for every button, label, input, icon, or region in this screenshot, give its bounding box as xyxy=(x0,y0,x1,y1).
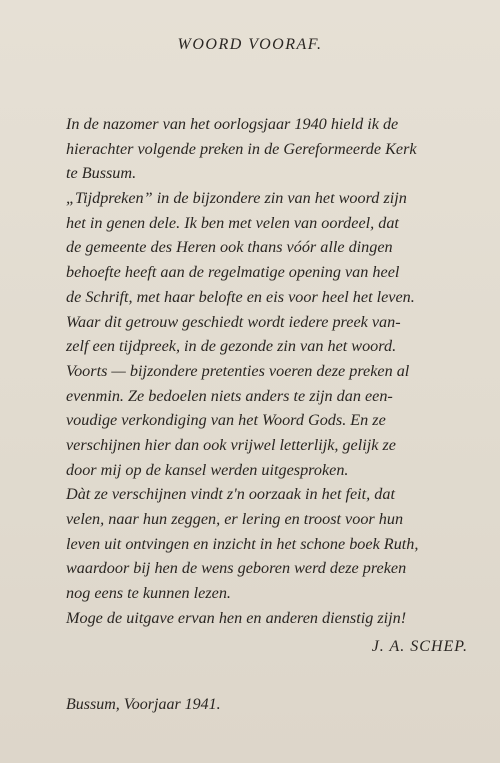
body-line: te Bussum. xyxy=(66,164,137,183)
body-line: waardoor bij hen de wens geboren werd deze preken xyxy=(66,559,407,578)
body-line: door mij op de kansel werden uitgesproken. xyxy=(66,460,349,479)
body-line: In de nazomer van het oorlogsjaar 1940 hield ik de xyxy=(66,115,399,133)
body-line: Voorts — bijzondere pretenties voeren deze preken al xyxy=(66,361,410,380)
author-signature: J. A. SCHEP. xyxy=(371,638,468,655)
body-line: verschijnen hier dan ook vrijwel letterlijk, gelijk ze xyxy=(66,435,396,454)
body-line: het in genen dele. Ik ben met velen van oordeel, dat xyxy=(66,213,399,232)
body-line: voudige verkondiging van het Woord Gods. En ze xyxy=(66,411,386,430)
body-line: velen, naar hun zeggen, er lering en troost voor hun xyxy=(66,510,404,528)
body-line: zelf een tijdpreek, in de gezonde zin van het woord. xyxy=(66,337,397,356)
body-line: hierachter volgende preken in de Gereformeerde Kerk xyxy=(66,139,417,158)
body-line: de Schrift, met haar belofte en eis voor heel het leven. xyxy=(66,287,415,306)
foreword-body xyxy=(66,112,476,630)
body-line: Dàt ze verschijnen vindt z'n oorzaak in het feit, dat xyxy=(66,485,395,504)
body-line: Waar dit getrouw geschiedt wordt iedere preek van- xyxy=(66,312,401,331)
body-line: evenmin. Ze bedoelen niets anders te zijn dan een- xyxy=(66,386,393,405)
body-line: „Tijdpreken” in de bijzondere zin van het woord zijn xyxy=(66,189,407,208)
page-title: WOORD VOORAF. xyxy=(177,36,323,53)
body-line: Moge de uitgave ervan hen en anderen dienstig zijn! xyxy=(66,608,407,627)
body-line: de gemeente des Heren ook thans vóór alle dingen xyxy=(66,238,393,257)
body-line: leven uit ontvingen en inzicht in het schone boek Ruth, xyxy=(66,534,419,553)
body-line: nog eens te kunnen lezen. xyxy=(66,584,231,603)
body-line: behoefte heeft aan de regelmatige opening van heel xyxy=(66,263,400,282)
place-date: Bussum, Voorjaar 1941. xyxy=(66,696,221,713)
